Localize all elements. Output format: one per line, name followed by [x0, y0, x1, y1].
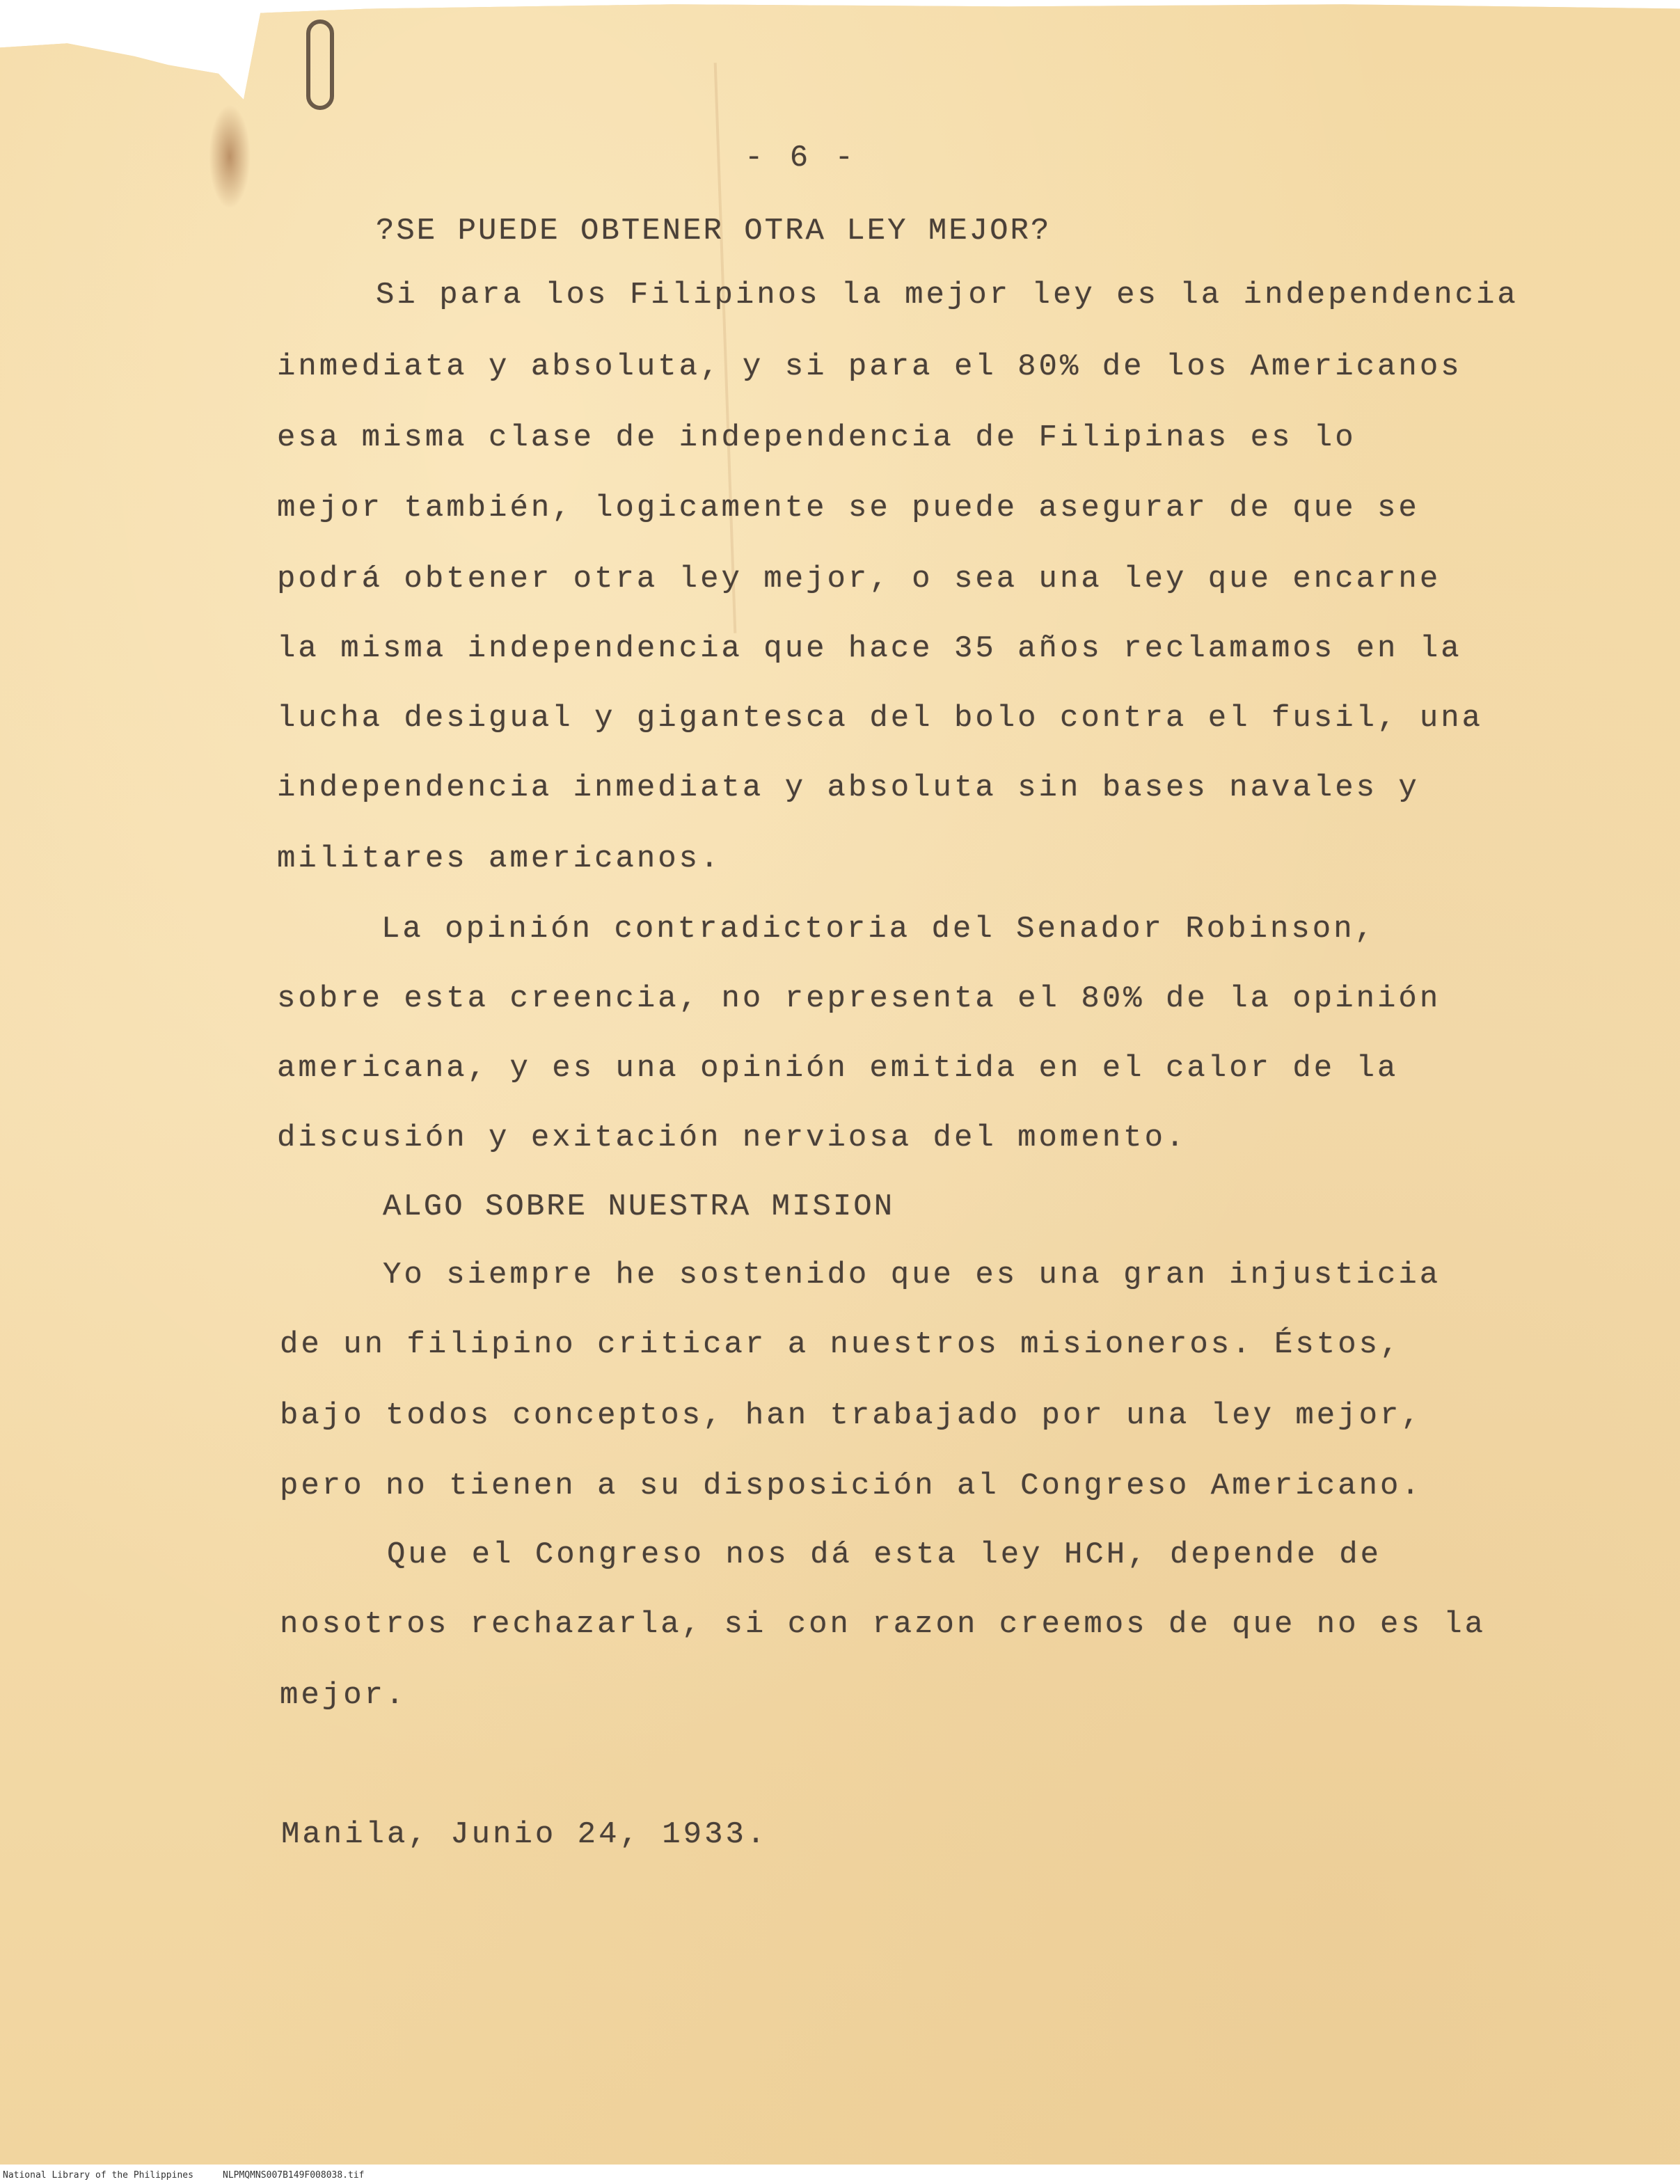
paragraph-line: discusión y exitación nerviosa del momento. [277, 1121, 1187, 1155]
paragraph-line: militares americanos. [277, 841, 722, 876]
paragraph-line: lucha desigual y gigantesca del bolo contra el fusil, una [277, 701, 1484, 736]
paper-clip-icon [306, 19, 334, 110]
paragraph-line: sobre esta creencia, no representa el 80% de la opinión [277, 981, 1441, 1016]
page-number: - 6 - [745, 141, 858, 175]
scan-footer [0, 2165, 1680, 2184]
footer-filename: NLPMQMNS007B149F008038.tif [223, 2170, 365, 2181]
footer-library-name: National Library of the Philippines [3, 2170, 193, 2181]
torn-edge-stain [209, 104, 251, 209]
paragraph-line: pero no tienen a su disposición al Congreso Americano. [280, 1469, 1423, 1503]
paragraph-line: Yo siempre he sostenido que es una gran injusticia [383, 1258, 1441, 1292]
paragraph-line: la misma independencia que hace 35 años reclamamos en la [277, 631, 1462, 666]
paragraph-line: Que el Congreso nos dá esta ley HCH, depende de [387, 1537, 1382, 1572]
place-and-date: Manila, Junio 24, 1933. [281, 1817, 768, 1852]
paragraph-line: mejor. [280, 1678, 407, 1713]
paragraph-line: La opinión contradictoria del Senador Robinson, [381, 912, 1377, 947]
paragraph-line: independencia inmediata y absoluta sin bases navales y [277, 770, 1420, 805]
paragraph-line: podrá obtener otra ley mejor, o sea una ley que encarne [277, 562, 1441, 596]
paragraph-line: esa misma clase de independencia de Filipinas es lo [277, 420, 1356, 455]
section-heading-mision: ALGO SOBRE NUESTRA MISION [383, 1189, 895, 1224]
paragraph-line: de un filipino criticar a nuestros misioneros. Éstos, [280, 1327, 1402, 1362]
paragraph-line: mejor también, logicamente se puede asegurar de que se [277, 491, 1420, 525]
section-heading-otra-ley: ?SE PUEDE OBTENER OTRA LEY MEJOR? [376, 214, 1052, 248]
paragraph-line: nosotros rechazarla, si con razon creemos de que no es la [280, 1607, 1487, 1642]
paragraph-line: bajo todos conceptos, han trabajado por una ley mejor, [280, 1398, 1423, 1433]
paragraph-line: Si para los Filipinos la mejor ley es la independencia [376, 278, 1519, 312]
paragraph-line: americana, y es una opinión emitida en el calor de la [277, 1051, 1399, 1086]
paragraph-line: inmediata y absoluta, y si para el 80% de los Americanos [277, 349, 1462, 384]
